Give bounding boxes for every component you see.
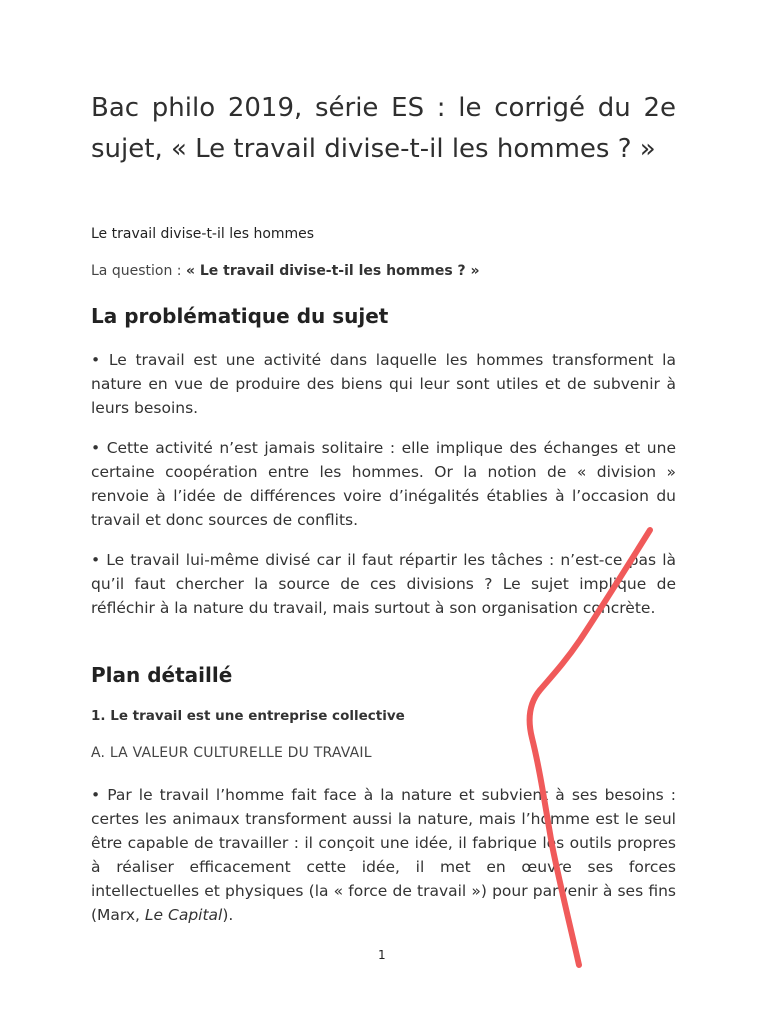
section-heading-plan: Plan détaillé — [91, 663, 233, 687]
question-line — [91, 263, 480, 279]
paragraph-3: • Le travail lui-même divisé car il faut répartir les tâches : n’est-ce pas là qu’il faut chercher la source de ces divisions ? Le sujet implique de réfléchir à la nature du travail, mais surtout à son organisation concrète. — [91, 551, 676, 617]
paragraph-4 — [91, 783, 676, 927]
book-title: Le Capital — [144, 906, 223, 924]
question-label: La question : — [91, 263, 186, 279]
paragraph-2: • Cette activité n’est jamais solitaire : elle implique des échanges et une certaine coopération entre les hommes. Or la notion de « division » renvoie à l’idée de différences voire d’inégalités établies à l’occasion du travail et donc sources de conflits. — [91, 439, 676, 529]
subtitle: Le travail divise-t-il les hommes — [91, 226, 315, 242]
paragraph-4-end: ). — [222, 906, 234, 924]
page-number: 1 — [378, 948, 386, 962]
paragraph-1: • Le travail est une activité dans laquelle les hommes transforment la nature en vue de produire des biens qui leur sont utiles et de subvenir à leurs besoins. — [91, 351, 676, 417]
part-1-heading: 1. Le travail est une entreprise collective — [91, 708, 405, 724]
document-title: Bac philo 2019, série ES : le corrigé du 2e sujet, « Le travail divise-t-il les hommes ? » — [91, 93, 676, 164]
question-text: « Le travail divise-t-il les hommes ? » — [185, 263, 480, 279]
paragraph-4-text: • Par le travail l’homme fait face à la nature et subvient à ses besoins : certes les animaux transforment aussi la nature, mais l’homme est le seul être capable de travailler : il conçoit une idée, il fabrique les outils propres à réaliser efficacement cette idée, il met en œuvre ses forces intellectuelles et physiques (la « force de travail ») pour parvenir à ses fins (Marx, — [91, 786, 676, 924]
section-heading-problematique: La problématique du sujet — [91, 304, 389, 328]
part-a-heading: A. LA VALEUR CULTURELLE DU TRAVAIL — [91, 745, 372, 761]
